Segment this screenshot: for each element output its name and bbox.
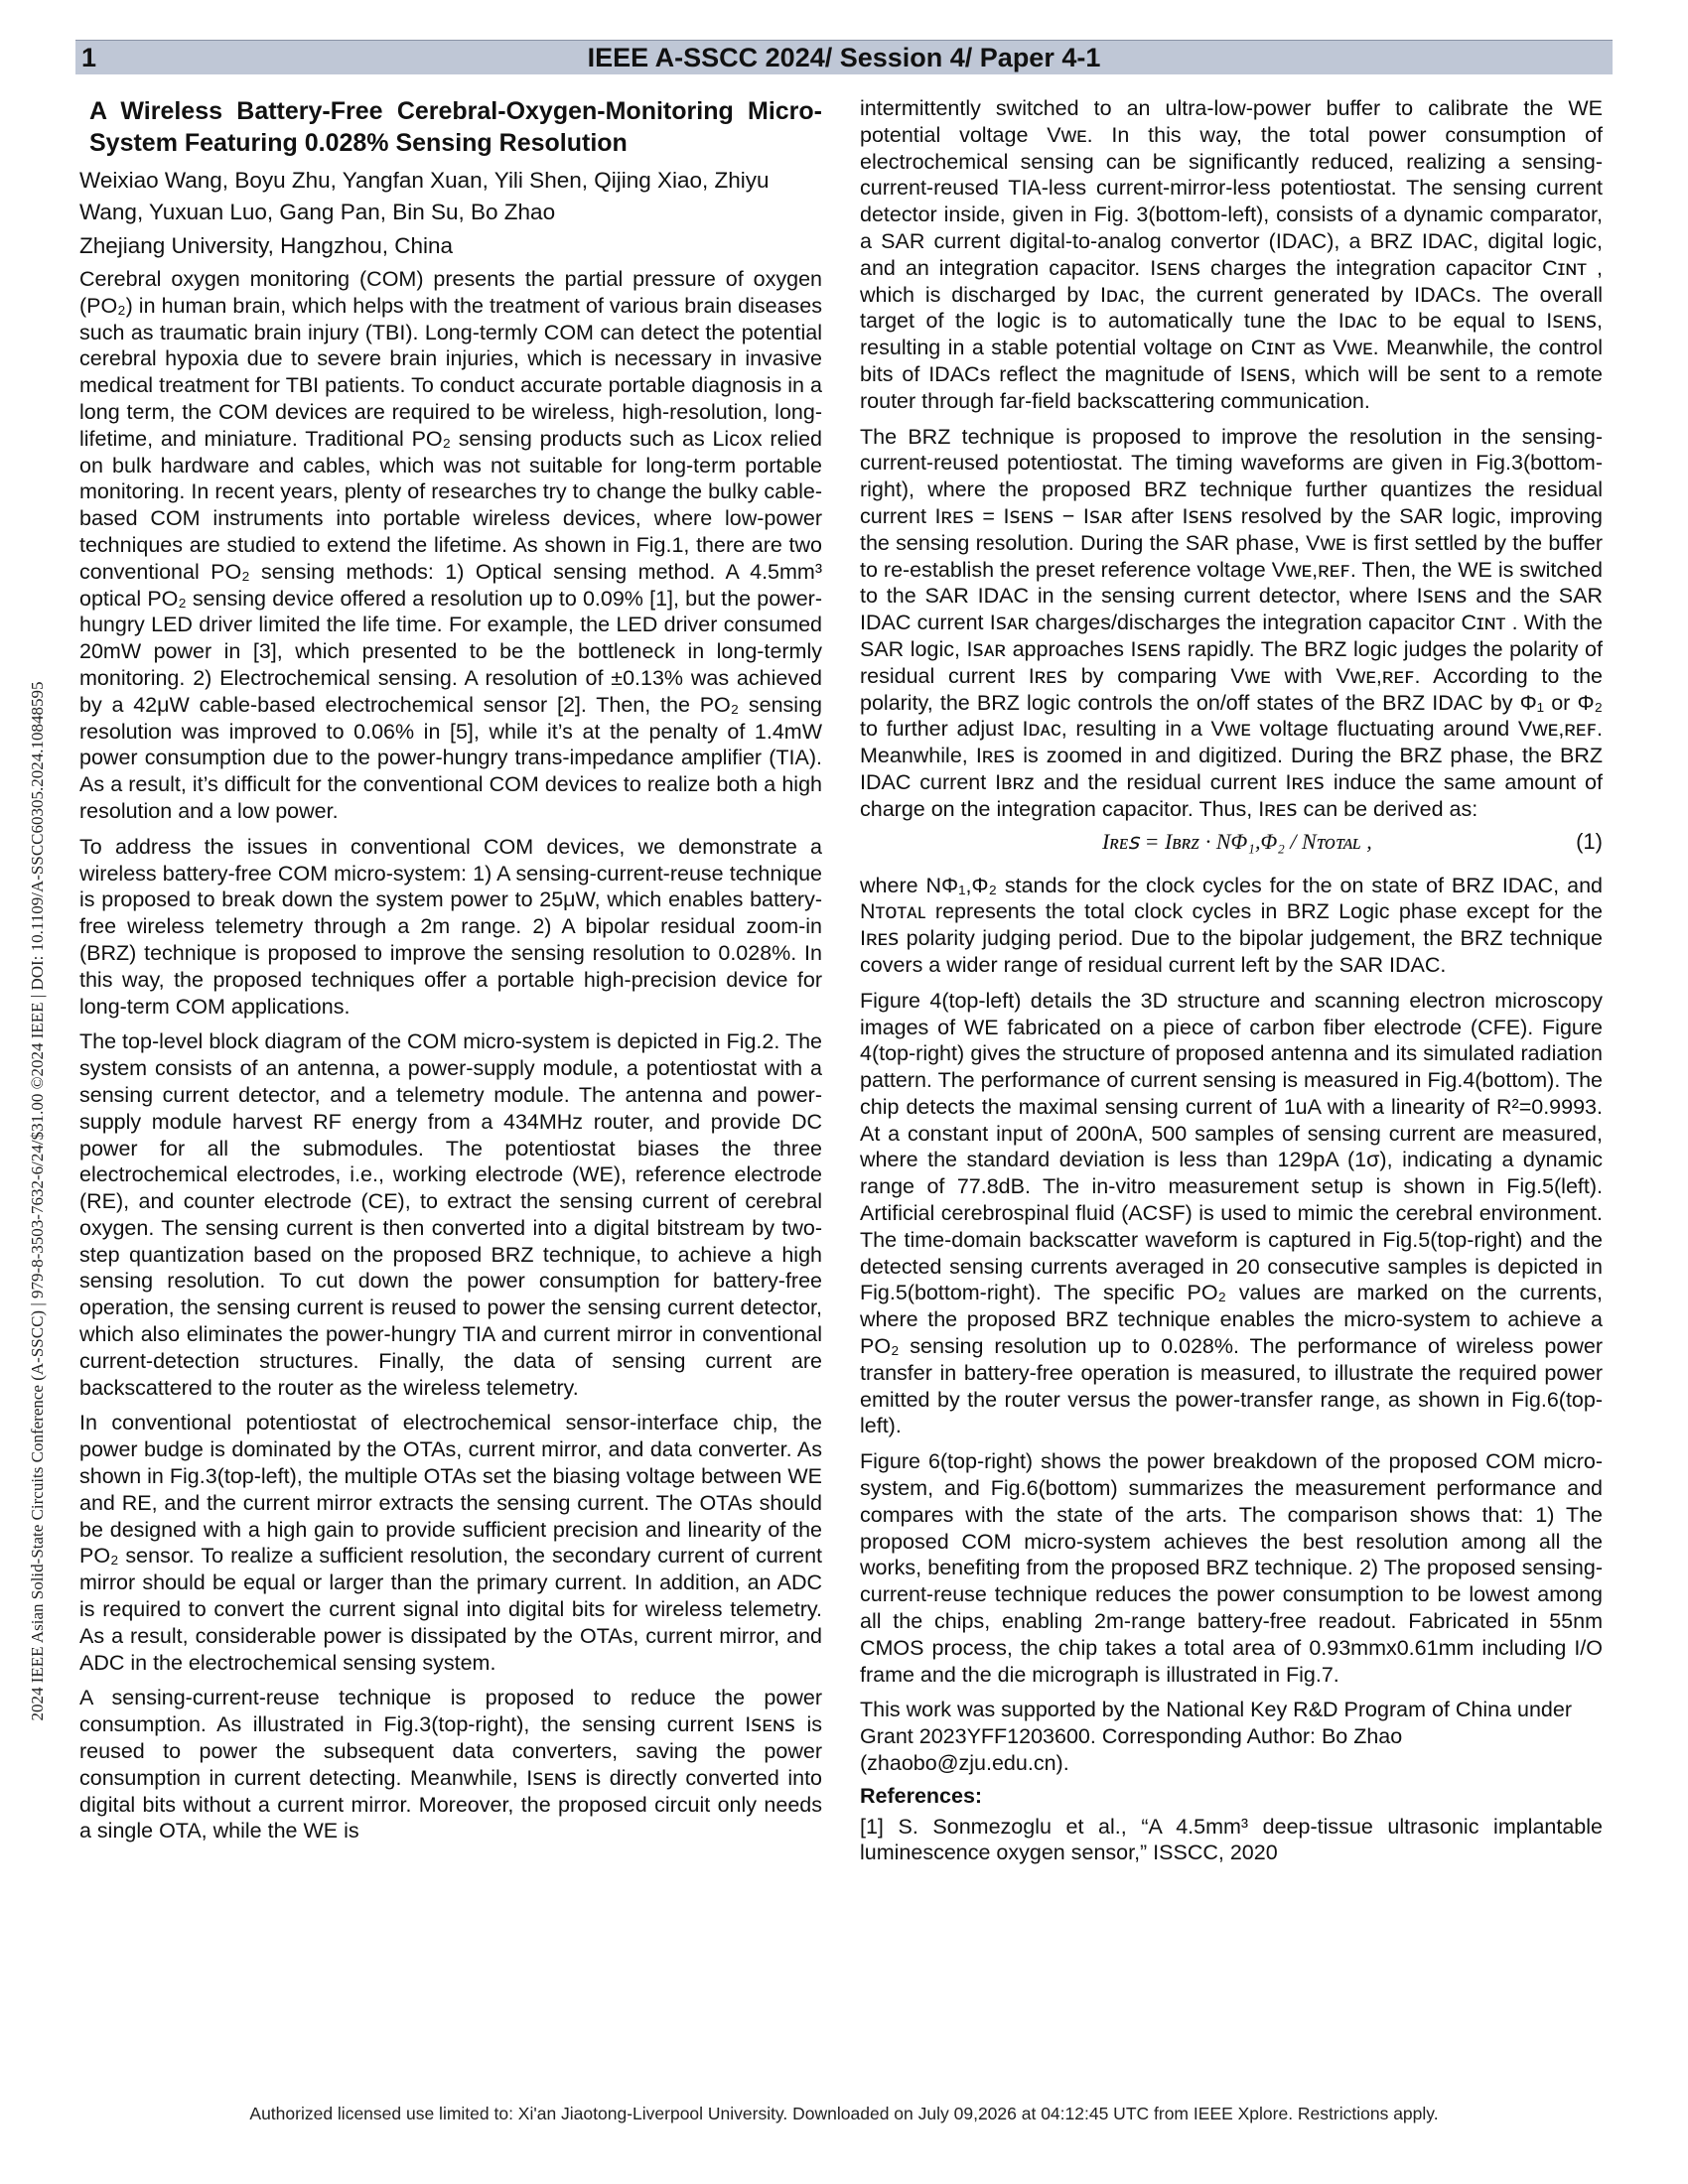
paragraph: Figure 6(top-right) shows the power breakdown of the proposed COM micro-system, and Fig.6(bottom) summarizes the measurement performance and compares with the state of the arts. The comparison shows that: 1) The proposed COM micro-system achieves the best resolution among all the works, benefiting from the proposed BRZ technique. 2) The proposed sensing-current-reuse technique reduces the power consumption to be lowest among all the chips, enabling 2m-range battery-free readout. Fabricated in 55nm CMOS process, the chip takes a total area of 0.93mmx0.61mm including I/O frame and the die micrograph is illustrated in Fig.7.	[860, 1449, 1603, 1687]
paper-title: A Wireless Battery-Free Cerebral-Oxygen-Monitoring Micro-System Featuring 0.028% Sensing Resolution	[89, 97, 822, 157]
left-column	[79, 95, 822, 1853]
side-doi-note: 2024 IEEE Asian Solid-State Circuits Conference (A-SSCC) | 979-8-3503-7632-6/24/$31.00 ©2024 IEEE | DOI: 10.1109/A-SSCC60305.2024.10848595	[28, 681, 47, 1721]
paragraph: To address the issues in conventional COM devices, we demonstrate a wireless battery-free COM micro-system: 1) A sensing-current-reuse technique is proposed to break down the system power to 25μW, which enables battery-free wireless telemetry through a 2m range. 2) A bipolar residual zoom-in (BRZ) technique is proposed to improve the sensing resolution to 0.028%. In this way, the proposed techniques offer a portable high-precision device for long-term COM applications.	[79, 834, 822, 1019]
paragraph: The BRZ technique is proposed to improve the resolution in the sensing-current-reused potentiostat. The timing waveforms are given in Fig.3(bottom-right), where the proposed BRZ technique further quantizes the residual current Iʀᴇꜱ = Iꜱᴇɴꜱ − Iꜱᴀʀ after Iꜱᴇɴꜱ resolved by the SAR logic, improving the sensing resolution. During the SAR phase, Vᴡᴇ is first settled by the buffer to re-establish the preset reference voltage Vᴡᴇ,ʀᴇꜰ. Then, the WE is switched to the SAR IDAC in the sensing current detector, where Iꜱᴇɴꜱ and the SAR IDAC current Iꜱᴀʀ charges/discharges the integration capacitor Cɪɴᴛ . With the SAR logic, Iꜱᴀʀ approaches Iꜱᴇɴꜱ rapidly. The BRZ logic judges the polarity of residual current Iʀᴇꜱ by comparing Vᴡᴇ with Vᴡᴇ,ʀᴇꜰ. According to the polarity, the BRZ logic controls the on/off states of the BRZ IDAC by Φ₁ or Φ₂ to further adjust Iᴅᴀᴄ, resulting in a Vᴡᴇ voltage fluctuating around Vᴡᴇ,ʀᴇꜰ. Meanwhile, Iʀᴇꜱ is zoomed in and digitized. During the BRZ phase, the BRZ IDAC current Iʙʀᴢ and the residual current Iʀᴇꜱ induce the same amount of charge on the integration capacitor. Thus, Iʀᴇꜱ can be derived as:	[860, 424, 1603, 821]
paragraph: In conventional potentiostat of electrochemical sensor-interface chip, the power budge is dominated by the OTAs, current mirror, and data converter. As shown in Fig.3(top-left), the multiple OTAs set the biasing voltage between WE and RE, and the current mirror extracts the sensing current. The OTAs should be designed with a high gain to provide sufficient precision and linearity of the PO₂ sensor. To realize a sufficient resolution, the secondary current of current mirror should be equal or larger than the primary current. In addition, an ADC is required to convert the current signal into digital bits for wireless telemetry. As a result, considerable power is dissipated by the OTAs, current mirror, and ADC in the electrochemical sensing system.	[79, 1411, 822, 1675]
page-number: 1	[81, 43, 97, 72]
right-column	[860, 95, 1603, 1875]
session-label: IEEE A-SSCC 2024/ Session 4/ Paper 4-1	[587, 43, 1101, 72]
equation-1	[860, 825, 1603, 867]
author-list: Weixiao Wang, Boyu Zhu, Yangfan Xuan, Yili Shen, Qijing Xiao, Zhiyu Wang, Yuxuan Luo, Gang Pan, Bin Su, Bo Zhao	[79, 168, 770, 224]
affiliation: Zhejiang University, Hangzhou, China	[79, 233, 454, 258]
license-footer: Authorized licensed use limited to: Xi'an Jiaotong-Liverpool University. Downloaded on July 09,2026 at 04:12:45 UTC from IEEE Xplore. Restrictions apply.	[249, 2104, 1439, 2123]
acknowledgment: This work was supported by the National Key R&D Program of China under Grant 2023YFF1203600. Corresponding Author: Bo Zhao (zhaobo@zju.edu.cn).	[860, 1698, 1573, 1776]
reference-item: [1] S. Sonmezoglu et al., “A 4.5mm³ deep-tissue ultrasonic implantable luminescence oxygen sensor,” ISSCC, 2020	[860, 1814, 1603, 1865]
paragraph: The top-level block diagram of the COM micro-system is depicted in Fig.2. The system consists of an antenna, a power-supply module, a potentiostat with a sensing current detector, and a telemetry module. The antenna and power-supply module harvest RF energy from a 434MHz router, and provide DC power for all the submodules. The potentiostat biases the three electrochemical electrodes, i.e., working electrode (WE), reference electrode (RE), and counter electrode (CE), to extract the sensing current of cerebral oxygen. The sensing current is then converted into a digital bitstream by two-step quantization based on the proposed BRZ technique, to achieve a high sensing resolution. To cut down the power consumption for battery-free operation, the sensing current is reused to power the sensing current detector, which also eliminates the power-hungry TIA and current mirror in conventional current-detection structures. Finally, the data of sensing current are backscattered to the router as the wireless telemetry.	[79, 1029, 822, 1400]
paragraph: Figure 4(top-left) details the 3D structure and scanning electron microscopy images of WE fabricated on a piece of carbon fiber electrode (CFE). Figure 4(top-right) gives the structure of proposed antenna and its simulated radiation pattern. The performance of current sensing is measured in Fig.4(bottom). The chip detects the maximal sensing current of 1uA with a linearity of R²=0.9993. At a constant input of 200nA, 500 samples of sensing current are measured, where the standard deviation is less than 129pA (1σ), indicating a dynamic range of 77.8dB. The in-vitro measurement setup is shown in Fig.5(left). Artificial cerebrospinal fluid (ACSF) is used to mimic the cerebral environment. The time-domain backscatter waveform is captured in Fig.5(top-right) and the detected sensing currents averaged in 20 consecutive samples is depicted in Fig.5(bottom-right). The specific PO₂ values are marked on the currents, where the proposed BRZ technique enables the micro-system to achieve a PO₂ sensing resolution up to 0.028%. The performance of wireless power transfer in battery-free operation is measured, to illustrate the required power emitted by the router versus the power-transfer range, as shown in Fig.6(top-left).	[860, 988, 1603, 1438]
equation-number: (1)	[1576, 828, 1603, 854]
paragraph: Cerebral oxygen monitoring (COM) presents the partial pressure of oxygen (PO₂) in human brain, which helps with the treatment of various brain diseases such as traumatic brain injury (TBI). Long-termly COM can detect the potential cerebral hypoxia due to severe brain injuries, which is necessary in invasive medical treatment for TBI patients. To conduct accurate portable diagnosis in a long term, the COM devices are required to be wireless, high-resolution, long-lifetime, and miniature. Traditional PO₂ sensing products such as Licox relied on bulk hardware and cables, which was not suitable for long-term portable monitoring. In recent years, plenty of researches try to change the bulky cable-based COM instruments into portable wireless devices, where low-power techniques are studied to extend the lifetime. As shown in Fig.1, there are two conventional PO₂ sensing methods: 1) Optical sensing method. A 4.5mm³ optical PO₂ sensing device offered a resolution up to 0.09% [1], but the power-hungry LED driver limited the life time. For example, the LED driver consumed 20mW power in [3], which presented to be the bottleneck in long-termly monitoring. 2) Electrochemical sensing. A resolution of ±0.13% was achieved by a 42μW cable-based electrochemical sensor [2]. Then, the PO₂ sensing resolution was improved to 0.06% in [5], while it’s at the penalty of 1.4mW power consumption due to the power-hungry trans-impedance amplifier (TIA). As a result, it’s difficult for the conventional COM devices to realize both a high resolution and a low power.	[79, 267, 822, 823]
paragraph: intermittently switched to an ultra-low-power buffer to calibrate the WE potential voltage Vᴡᴇ. In this way, the total power consumption of electrochemical sensing can be significantly reduced, realizing a sensing-current-reused TIA-less current-mirror-less potentiostat. The sensing current detector inside, given in Fig. 3(bottom-left), consists of a dynamic comparator, a SAR current digital-to-analog convertor (IDAC), a BRZ IDAC, digital logic, and an integration capacitor. Iꜱᴇɴꜱ charges the integration capacitor Cɪɴᴛ , which is discharged by Iᴅᴀᴄ, the current generated by IDACs. The overall target of the logic is to automatically tune the Iᴅᴀᴄ to be equal to Iꜱᴇɴꜱ, resulting in a stable potential voltage on Cɪɴᴛ as Vᴡᴇ. Meanwhile, the control bits of IDACs reflect the magnitude of Iꜱᴇɴꜱ, which will be sent to a remote router through far-field backscattering communication.	[860, 96, 1603, 413]
paragraph: where NΦ₁,Φ₂ stands for the clock cycles for the on state of BRZ IDAC, and Nᴛᴏᴛᴀʟ represents the total clock cycles in BRZ Logic phase except for the Iʀᴇꜱ polarity judging period. Due to the bipolar judgement, the BRZ technique covers a wider range of residual current left by the SAR IDAC.	[860, 873, 1603, 977]
paragraph: A sensing-current-reuse technique is proposed to reduce the power consumption. As illustrated in Fig.3(top-right), the sensing current Iꜱᴇɴꜱ is reused to power the subsequent data converters, saving the power consumption in current detecting. Meanwhile, Iꜱᴇɴꜱ is directly converted into digital bits without a current mirror. Moreover, the proposed circuit only needs a single OTA, while the WE is	[79, 1686, 822, 1843]
running-header	[75, 40, 1613, 74]
equation-body: Iʀᴇꜱ = Iʙʀᴢ · NΦ₁,Φ₂ / Nᴛᴏᴛᴀʟ ,	[1102, 828, 1372, 854]
references-heading: References:	[860, 1783, 983, 1808]
